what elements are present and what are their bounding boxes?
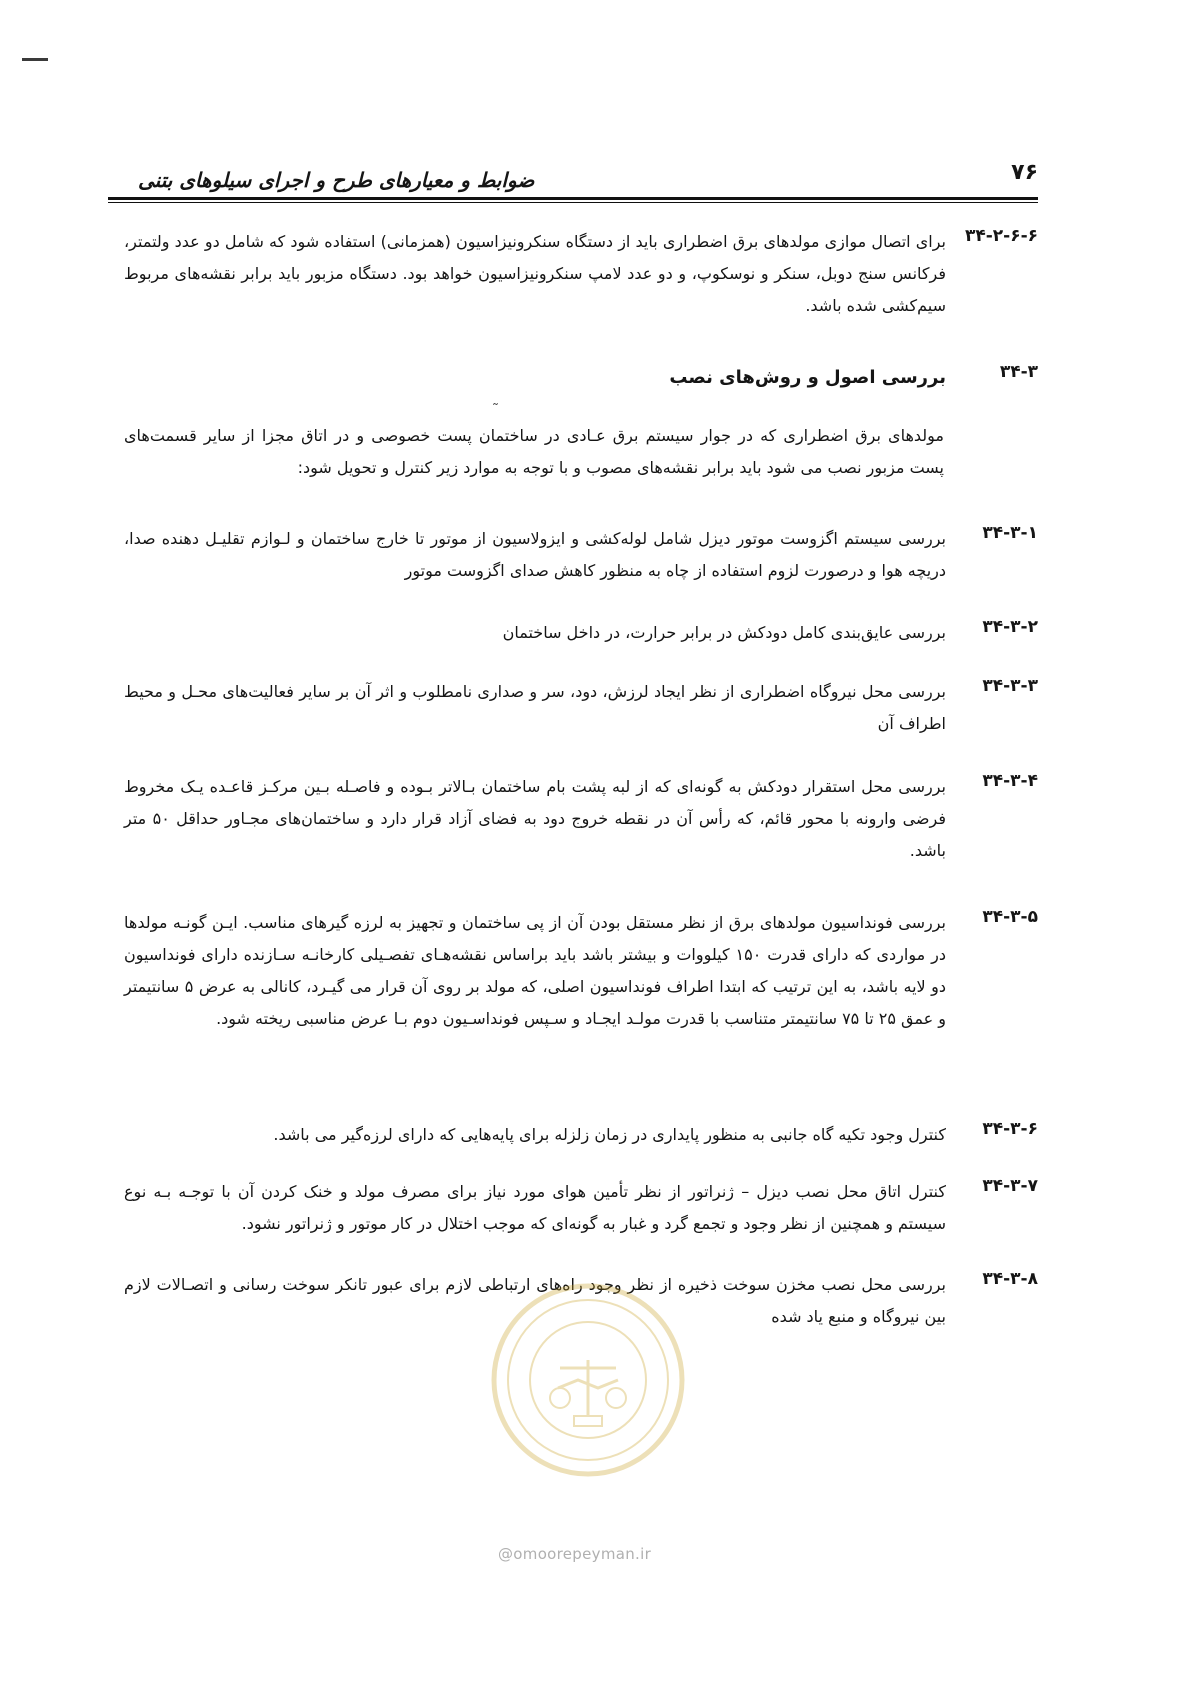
section-number: ۳۴-۳-۸ bbox=[982, 1269, 1038, 1289]
section-number: ۳۴-۳-۴ bbox=[982, 771, 1038, 791]
section-34-3-5 bbox=[124, 907, 1038, 1035]
section-34-2-6-6 bbox=[124, 226, 1038, 322]
section-number: ۳۴-۳ bbox=[999, 362, 1038, 382]
section-text: بررسی محل نصب مخزن سوخت ذخیره از نظر وجود راه‌های ارتباطی لازم برای عبور تانکر سوخت رسانی و اتصـالات لازم بین نیروگاه و منبع یاد شده bbox=[124, 1275, 946, 1326]
section-number: ۳۴-۳-۲ bbox=[982, 617, 1038, 637]
section-text: کنترل وجود تکیه گاه جانبی به منظور پایداری در زمان زلزله برای پایه‌هایی که دارای لرزه‌گیر می باشد. bbox=[273, 1125, 946, 1144]
section-34-3 bbox=[124, 362, 1038, 394]
watermark-url: @omoorepeyman.ir bbox=[498, 1545, 652, 1563]
section-number: ۳۴-۲-۶-۶ bbox=[964, 226, 1038, 246]
intro-text: مولدهای برق اضطراری که در جوار سیستم برق عـادی در ساختمان پست خصوصی و در اتاق مجزا از سایر قسمت‌های پست مزبور نصب می شود باید برابر نقشه‌های مصوب و با توجه به موارد زیر کنترل و تحویل شود: bbox=[124, 426, 944, 477]
section-text: کنترل اتاق محل نصب دیزل – ژنراتور از نظر تأمین هوای مورد نیاز برای مصرف مولد و خنک کردن آن با توجـه بـه نوع سیستم و همچنین از نظر وجود و تجمع گرد و غبار به گونه‌ای که موجب اختلال در کار موتور و ژنراتور نشود. bbox=[124, 1182, 946, 1233]
section-text: بررسی عایق‌بندی کامل دودکش در برابر حرارت، در داخل ساختمان bbox=[502, 623, 946, 642]
section-number: ۳۴-۳-۱ bbox=[982, 523, 1038, 543]
stray-mark: ˜ bbox=[492, 402, 499, 418]
section-heading: بررسی اصول و روش‌های نصب bbox=[669, 367, 946, 388]
section-intro bbox=[124, 420, 1038, 484]
section-number: ۳۴-۳-۵ bbox=[982, 907, 1038, 927]
section-34-3-4 bbox=[124, 771, 1038, 867]
section-34-3-7 bbox=[124, 1176, 1038, 1240]
header-rule-thick bbox=[108, 197, 1038, 200]
section-34-3-2 bbox=[124, 617, 1038, 649]
section-number: ۳۴-۳-۳ bbox=[982, 676, 1038, 696]
section-34-3-8 bbox=[124, 1269, 1038, 1333]
section-text: بررسی سیستم اگزوست موتور دیزل شامل لوله‌کشی و ایزولاسیون از موتور تا خارج ساختمان و لـوازم تقلیـل دهنده صدا، دریچه هوا و درصورت لزوم استفاده از چاه به منظور کاهش صدای اگزوست موتور bbox=[124, 529, 946, 580]
header-rule-thin bbox=[108, 202, 1038, 203]
section-text: بررسی محل نیروگاه اضطراری از نظر ایجاد لرزش، دود، سر و صداری نامطلوب و اثر آن بر سایر فعالیت‌های محـل و محیط اطراف آن bbox=[124, 682, 946, 733]
scan-edge-mark bbox=[22, 58, 48, 61]
section-number: ۳۴-۳-۷ bbox=[982, 1176, 1038, 1196]
section-text: بررسی محل استقرار دودکش به گونه‌ای که از لبه پشت بام ساختمان بـالاتر بـوده و فاصـله بـین مرکـز قاعـده یـک مخروط فرضی وارونه با محور قائم، که رأس آن در نقطه خروج دود به فضای آزاد قرار دارد و ساختمان‌های مجـاور حداقل ۵۰ متر باشد. bbox=[124, 777, 946, 860]
section-text: بررسی فونداسیون مولدهای برق از نظر مستقل بودن آن از پی ساختمان و تجهیز به لرزه گیرهای مناسب. ایـن گونـه مولدها در مواردی که دارای قدرت ۱۵۰ کیلووات و بیشتر باشد باید براساس نقشه‌هـای تفصـیلی کارخانـه سـازنده دارای فونداسیون دو لایه باشد، به این ترتیب که ابتدا اطراف فونداسیون اصلی، که مولد بر روی آن قرار می گیـرد، کانالی به عرض ۵ سانتیمتر و عمق ۲۵ تا ۷۵ سانتیمتر متناسب با قدرت مولـد ایجـاد و سـپس فونداسـیون دوم بـا عرض مناسبی ریخته شود. bbox=[124, 913, 946, 1028]
section-34-3-3 bbox=[124, 676, 1038, 740]
section-34-3-1 bbox=[124, 523, 1038, 587]
section-34-3-6 bbox=[124, 1119, 1038, 1151]
running-title: ضوابط و معیارهای طرح و اجرای سیلوهای بتنی bbox=[138, 168, 535, 192]
section-text: برای اتصال موازی مولدهای برق اضطراری باید از دستگاه سنکرونیزاسیون (همزمانی) استفاده شود که شامل دو عدد ولتمتر، فرکانس سنج دوبل، سنکر و نوسکوپ، و دو عدد لامپ سنکرونیزاسیون خواهد بود. دستگاه مزبور باید برابر نقشه‌های مربوط سیم‌کشی شده باشد. bbox=[124, 232, 946, 315]
page-header bbox=[108, 156, 1038, 206]
page-number: ۷۶ bbox=[1011, 160, 1038, 185]
section-number: ۳۴-۳-۶ bbox=[982, 1119, 1038, 1139]
